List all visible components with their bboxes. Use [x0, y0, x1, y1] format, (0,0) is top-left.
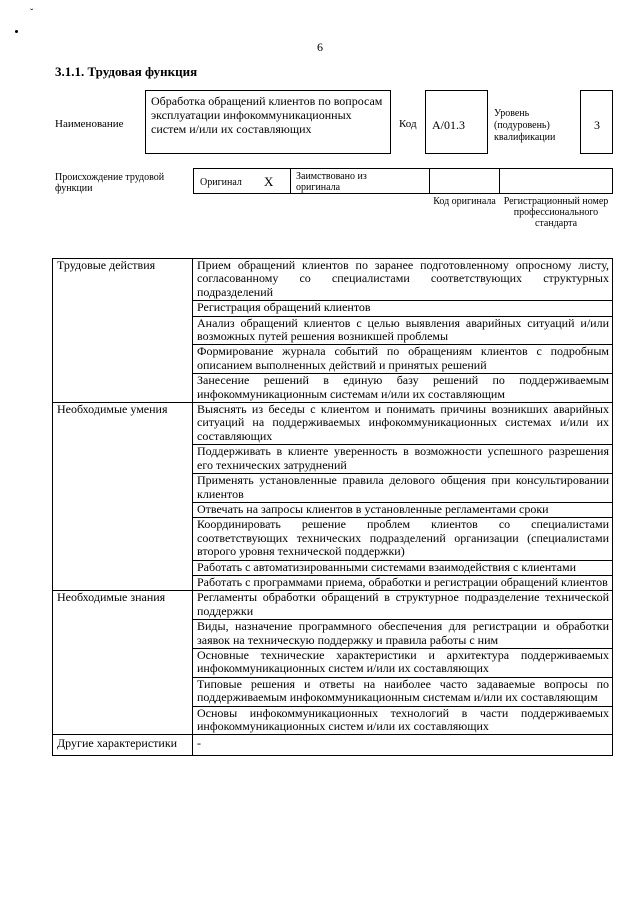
table-row [53, 259, 613, 301]
function-table [52, 258, 613, 756]
code-label: Код [399, 118, 417, 130]
item-cell: Формирование журнала событий по обращениям клиентов с подробным описанием выполненных действий и принятых решений [193, 345, 613, 374]
name-value-box [145, 90, 391, 154]
item-cell: Выяснять из беседы с клиентом и понимать причины возникших аварийных ситуаций на поддерживаемых инфокоммуникационных системах и/или их составляющих [193, 403, 613, 445]
level-value: 3 [594, 118, 600, 132]
code-original-caption: Код оригинала [433, 196, 496, 207]
item-cell: Работать с автоматизированными системами взаимодействия с клиентами [193, 560, 613, 575]
category-cell: Необходимые знания [53, 591, 193, 735]
item-cell: Занесение решений в единую базу решений по поддерживаемым инфокоммуникационным системам и/или их составляющим [193, 374, 613, 403]
item-cell: Основные технические характеристики и архитектура поддерживаемых инфокоммуникационных систем и/или их составляющих [193, 648, 613, 677]
table-row [53, 403, 613, 445]
reg-number-cell [499, 168, 613, 194]
section-heading: 3.1.1. Трудовая функция [55, 64, 198, 79]
borrowed-cell [290, 168, 430, 194]
borrowed-label: Заимствовано из оригинала [296, 171, 367, 193]
item-cell: Виды, назначение программного обеспечения для регистрации и обработки заявок на техническую поддержку и правила работы с ним [193, 620, 613, 649]
table-row [53, 591, 613, 620]
page-number: 6 [317, 40, 323, 54]
name-label: Наименование [55, 118, 124, 130]
item-cell: Работать с программами приема, обработки и регистрации обращений клиентов [193, 575, 613, 590]
original-label: Оригинал [200, 177, 242, 188]
item-cell: Анализ обращений клиентов с целью выявления аварийных ситуаций и/или возможных путей решения возникшей проблемы [193, 316, 613, 345]
item-cell: Основы инфокоммуникационных технологий в части поддерживаемых инфокоммуникационных систем и/или их составляющих [193, 706, 613, 735]
name-value: Обработка обращений клиентов по вопросам эксплуатации инфокоммуникационных систем и/или их составляющих [151, 94, 383, 136]
item-cell: Координировать решение проблем клиентов со специалистами соответствующих технических подразделений организации (специалистами второго уровня технической поддержки) [193, 518, 613, 560]
category-cell: Другие характеристики [53, 735, 193, 755]
code-value-box [425, 90, 488, 154]
item-cell: Типовые решения и ответы на наиболее часто задаваемые вопросы по поддерживаемым инфокоммуникационным системам и/или их составляющим [193, 677, 613, 706]
level-value-box [580, 90, 613, 154]
category-cell: Необходимые умения [53, 403, 193, 591]
origin-label: Происхождение трудовой функции [55, 172, 165, 194]
category-cell: Трудовые действия [53, 259, 193, 403]
original-mark: X [264, 174, 274, 189]
table-row [53, 735, 613, 755]
scan-dot [15, 30, 18, 33]
item-cell: Регламенты обработки обращений в структурное подразделение технической поддержки [193, 591, 613, 620]
reg-number-caption: Регистрационный номер профессионального стандарта [503, 196, 609, 229]
code-value: A/01.3 [432, 118, 465, 132]
level-label: Уровень (подуровень) квалификации [494, 108, 556, 143]
item-cell: Поддерживать в клиенте уверенность в возможности успешного разрешения его технических затруднений [193, 445, 613, 474]
item-cell: Применять установленные правила делового общения при консультировании клиентов [193, 474, 613, 503]
scan-mark: ˇ [30, 8, 34, 19]
item-cell: - [193, 735, 613, 755]
item-cell: Прием обращений клиентов по заранее подготовленному опросному листу, согласованному со специалистами соответствующих структурных подразделений [193, 259, 613, 301]
item-cell: Регистрация обращений клиентов [193, 301, 613, 316]
original-cell [193, 168, 291, 194]
item-cell: Отвечать на запросы клиентов в установленные регламентами сроки [193, 502, 613, 517]
code-original-cell [429, 168, 500, 194]
